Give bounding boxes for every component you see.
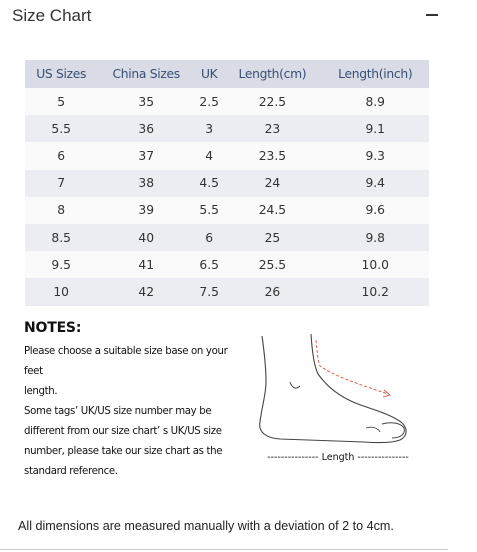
notes-line: Please choose a suitable size base on your feet [24, 346, 228, 377]
table-cell: 37 [97, 142, 195, 169]
table-cell: 5 [25, 88, 97, 115]
table-cell: 7 [25, 170, 97, 197]
notes-line: length. [24, 386, 58, 397]
notes-line: number, please take our size chart as the [24, 446, 223, 457]
table-cell: 24 [223, 170, 321, 197]
notes-block [24, 320, 244, 482]
table-row [25, 170, 429, 197]
divider [0, 549, 448, 550]
col-header-china: China Sizes [97, 60, 195, 88]
size-chart-header[interactable] [0, 0, 477, 34]
table-cell: 10.0 [321, 251, 429, 278]
table-row [25, 224, 429, 251]
table-cell: 38 [97, 170, 195, 197]
table-cell: 8 [25, 197, 97, 224]
table-cell: 5.5 [25, 115, 97, 142]
toe-outline [382, 423, 404, 438]
table-cell: 41 [97, 251, 195, 278]
table-cell: 10.2 [321, 278, 429, 305]
foot-outline [260, 334, 406, 443]
table-cell: 8.5 [25, 224, 97, 251]
table-cell: 35 [97, 88, 195, 115]
table-cell: 39 [97, 197, 195, 224]
col-header-uk: UK [195, 60, 223, 88]
table-cell: 2.5 [195, 88, 223, 115]
table-cell: 7.5 [195, 278, 223, 305]
table-cell: 4 [195, 142, 223, 169]
measure-arrow [316, 340, 388, 394]
notes-line: Some tags’ UK/US size number may be [24, 406, 212, 417]
table-row [25, 142, 429, 169]
length-label: --------------- Length --------------- [267, 452, 409, 463]
notes-line: standard reference. [24, 466, 118, 477]
table-cell: 26 [223, 278, 321, 305]
size-chart-image [18, 52, 436, 477]
table-cell: 25 [223, 224, 321, 251]
table-row [25, 278, 429, 305]
table-cell: 9.8 [321, 224, 429, 251]
table-cell: 9.3 [321, 142, 429, 169]
table-cell: 40 [97, 224, 195, 251]
col-header-us: US Sizes [25, 60, 97, 88]
table-cell: 8.9 [321, 88, 429, 115]
notes-title: NOTES: [24, 320, 82, 336]
table-row [25, 251, 429, 278]
measurement-disclaimer: All dimensions are measured manually with a deviation of 2 to 4cm. [18, 519, 394, 533]
table-row [25, 88, 429, 115]
table-cell: 3 [195, 115, 223, 142]
toe-outline [366, 427, 380, 432]
table-cell: 36 [97, 115, 195, 142]
col-header-length-inch: Length(inch) [321, 60, 429, 88]
table-cell: 6 [195, 224, 223, 251]
measure-arrow-head [383, 390, 390, 397]
table-row [25, 115, 429, 142]
table-cell: 6 [25, 142, 97, 169]
table-cell: 24.5 [223, 197, 321, 224]
foot-length-diagram [254, 330, 434, 470]
table-cell: 23 [223, 115, 321, 142]
table-cell: 9.1 [321, 115, 429, 142]
table-cell: 9.4 [321, 170, 429, 197]
section-title: Size Chart [12, 6, 92, 25]
table-cell: 6.5 [195, 251, 223, 278]
table-cell: 25.5 [223, 251, 321, 278]
minus-icon[interactable] [424, 6, 442, 24]
table-cell: 9.6 [321, 197, 429, 224]
table-header-row [25, 60, 429, 88]
table-cell: 10 [25, 278, 97, 305]
table-row [25, 197, 429, 224]
table-cell: 42 [97, 278, 195, 305]
table-cell: 22.5 [223, 88, 321, 115]
table-cell: 9.5 [25, 251, 97, 278]
size-table [25, 60, 429, 306]
table-cell: 4.5 [195, 170, 223, 197]
ankle-mark [290, 382, 300, 388]
table-cell: 5.5 [195, 197, 223, 224]
table-cell: 23.5 [223, 142, 321, 169]
notes-line: different from our size chart’ s UK/US size [24, 426, 222, 437]
col-header-length-cm: Length(cm) [223, 60, 321, 88]
